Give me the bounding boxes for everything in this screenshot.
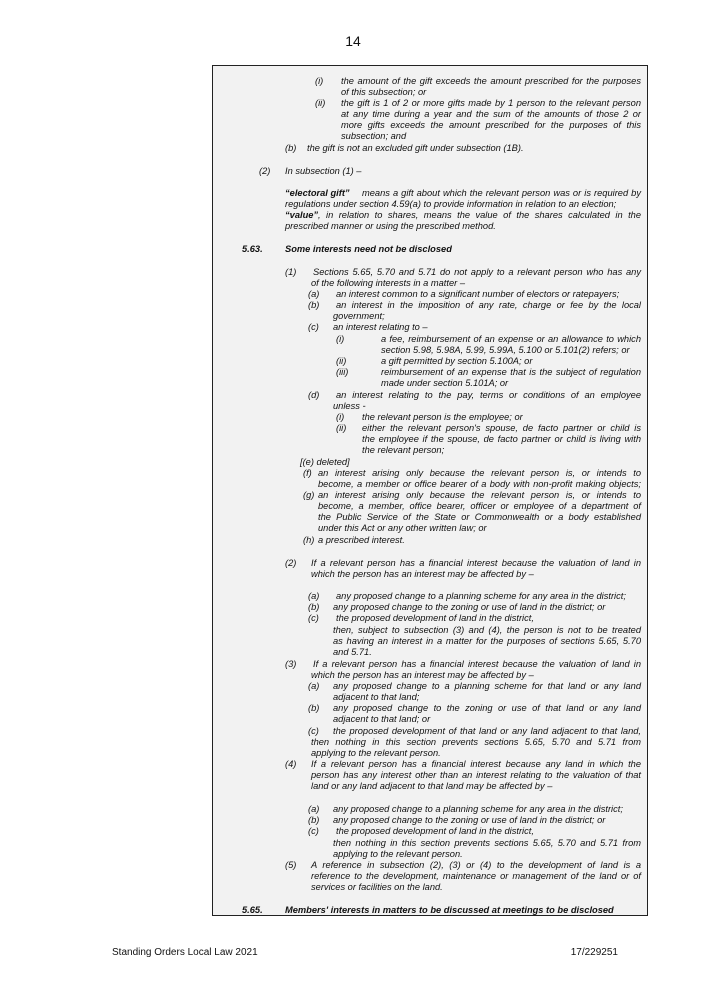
text-line: then nothing in this section prevents sections 5.65, 5.70 and 5.71 from xyxy=(333,838,641,848)
text-line: an interest relating to – xyxy=(333,322,428,332)
item-label: (c) xyxy=(308,826,319,836)
text-line: any proposed change to the zoning or use of that land or any land xyxy=(333,703,641,713)
text-line: person has any interest other than an interest relating to the valuation of that xyxy=(311,770,641,780)
text-line: applying to the relevant person. xyxy=(333,849,463,859)
item-label: (c) xyxy=(308,613,319,623)
text-line: the proposed development of that land or any land adjacent to that land, xyxy=(333,726,641,736)
text-line: adjacent to that land; or xyxy=(333,714,431,724)
text-line: subsection; and xyxy=(341,131,407,141)
text-line: applying to the relevant person. xyxy=(311,748,441,758)
text-line: reference to the development, maintenance or management of the land or of xyxy=(311,871,641,881)
text-line: made under section 5.101A; or xyxy=(381,378,509,388)
text-line: of this subsection; or xyxy=(341,87,427,97)
item-label: (a) xyxy=(308,289,320,299)
text-line: either the relevant person's spouse, de facto partner or child is xyxy=(362,423,641,433)
item-label: (i) xyxy=(315,76,324,86)
text-line: a prescribed interest. xyxy=(318,535,405,545)
item-label: (c) xyxy=(308,726,319,736)
section-heading: Members' interests in matters to be discussed at meetings to be disclosed xyxy=(285,905,614,915)
text-line: regulations under section 4.59(a) to provide information in relation to an election; xyxy=(285,199,617,209)
text-line: the amount of the gift exceeds the amount prescribed for the purposes xyxy=(341,76,641,86)
text-line: If a relevant person has a financial interest because any land in which the xyxy=(311,759,641,769)
text-line: any proposed change to the zoning or use of land in the district; or xyxy=(333,602,606,612)
text-line: , in relation to shares, means the value of the shares calculated in the xyxy=(318,210,641,220)
text-line: reimbursement of an expense that is the subject of regulation xyxy=(381,367,641,377)
item-label: (g) xyxy=(303,490,315,500)
item-label: (iii) xyxy=(336,367,349,377)
item-label: (b) xyxy=(308,602,320,612)
text-line: then, subject to subsection (3) and (4), the person is not to be treated xyxy=(333,625,641,635)
text-line: become, a member, office bearer, officer or employee of a department of xyxy=(318,501,641,511)
text-line: services or facilities on the land. xyxy=(311,882,443,892)
item-label: (a) xyxy=(308,681,320,691)
text-line: prescribed manner or using the prescribed method. xyxy=(285,221,496,231)
text-line: an interest arising only because the relevant person is, or intends to xyxy=(318,490,641,500)
text-line: adjacent to that land; xyxy=(333,692,420,702)
section-number: 5.63. xyxy=(242,244,263,254)
text-line: a fee, reimbursement of an expense or an allowance to which xyxy=(381,334,641,344)
text-line: the gift is not an excluded gift under subsection (1B). xyxy=(307,143,524,153)
text-line: any proposed change to a planning scheme for that land or any land xyxy=(333,681,641,691)
footer-document-title: Standing Orders Local Law 2021 xyxy=(112,947,258,958)
text-line: an interest in the imposition of any rate, charge or fee by the local xyxy=(336,300,641,310)
text-line: any proposed change to a planning scheme for any area in the district; xyxy=(336,591,626,601)
text-line: the gift is 1 of 2 or more gifts made by 1 person to the relevant person xyxy=(341,98,641,108)
text-line: which the person has an interest may be affected by – xyxy=(311,569,534,579)
text-line: the employee if the spouse, de facto partner or child is living with xyxy=(362,434,641,444)
item-label: (b) xyxy=(285,143,297,153)
text-line: section 5.98, 5.98A, 5.99, 5.99A, 5.100 or 5.101(2) refers; or xyxy=(381,345,630,355)
text-line: more gifts exceeds the amount prescribed for the purposes of this xyxy=(341,120,641,130)
text-line: as having an interest in a matter for the purposes of sections 5.65, 5.70 xyxy=(333,636,641,646)
text-line: a gift permitted by section 5.100A; or xyxy=(381,356,533,366)
subsection-label: (2) xyxy=(259,166,271,176)
text-line: an interest relating to the pay, terms or conditions of an employee xyxy=(336,390,641,400)
text-line: at any time during a year and the sum of the amounts of those 2 or xyxy=(341,109,641,119)
text-line: the proposed development of land in the district, xyxy=(336,826,534,836)
item-label: (ii) xyxy=(336,423,347,433)
item-label: (h) xyxy=(303,535,315,545)
text-line: the Public Service of the State or Commonwealth or a body established xyxy=(318,512,641,522)
text-line: A reference in subsection (2), (3) or (4) to the development of land is a xyxy=(311,860,641,870)
text-line: any proposed change to the zoning or use of land in the district; or xyxy=(333,815,606,825)
text-line: Sections 5.65, 5.70 and 5.71 do not apply to a relevant person who has any xyxy=(313,267,641,277)
text-line: the relevant person; xyxy=(362,445,445,455)
text-line: If a relevant person has a financial interest because the valuation of land in xyxy=(311,558,641,568)
item-label: (b) xyxy=(308,300,320,310)
text-line: which the person has an interest may be affected by – xyxy=(311,670,534,680)
defined-term: “value” xyxy=(285,210,319,220)
item-label: (a) xyxy=(308,804,320,814)
deleted-item: [(e) deleted] xyxy=(300,457,350,467)
item-label: (d) xyxy=(308,390,320,400)
text-line: the relevant person is the employee; or xyxy=(362,412,523,422)
section-number: 5.65. xyxy=(242,905,263,915)
text-line: an interest common to a significant number of electors or ratepayers; xyxy=(336,289,620,299)
defined-term: “electoral gift” xyxy=(285,188,350,198)
subsection-label: (4) xyxy=(285,759,297,769)
text-line: of the following interests in a matter – xyxy=(311,278,465,288)
item-label: (b) xyxy=(308,703,320,713)
item-label: (ii) xyxy=(315,98,326,108)
text-line: under this Act or any other written law; or xyxy=(318,523,487,533)
footer-reference-number: 17/229251 xyxy=(570,947,618,958)
item-label: (b) xyxy=(308,815,320,825)
subsection-label: (1) xyxy=(285,267,297,277)
text-line: land or any land adjacent to that land may be affected by – xyxy=(311,781,553,791)
subsection-label: (2) xyxy=(285,558,297,568)
text-line: In subsection (1) – xyxy=(285,166,362,176)
text-line: government; xyxy=(333,311,385,321)
text-line: means a gift about which the relevant person was or is required by xyxy=(362,188,641,198)
text-line: become, a member or office bearer of a body with non-profit making objects; xyxy=(318,479,641,489)
item-label: (c) xyxy=(308,322,319,332)
item-label: (a) xyxy=(308,591,320,601)
subsection-label: (3) xyxy=(285,659,297,669)
text-line: the proposed development of land in the district, xyxy=(336,613,534,623)
item-label: (i) xyxy=(336,412,345,422)
item-label: (f) xyxy=(303,468,312,478)
text-line: any proposed change to a planning scheme for any area in the district; xyxy=(333,804,623,814)
text-line: unless - xyxy=(333,401,366,411)
subsection-label: (5) xyxy=(285,860,297,870)
item-label: (ii) xyxy=(336,356,347,366)
item-label: (i) xyxy=(336,334,345,344)
page-number: 14 xyxy=(345,33,361,49)
text-line: an interest arising only because the relevant person is, or intends to xyxy=(318,468,641,478)
text-line: If a relevant person has a financial interest because the valuation of land in xyxy=(313,659,641,669)
section-heading: Some interests need not be disclosed xyxy=(285,244,452,254)
text-line: and 5.71. xyxy=(333,647,372,657)
text-line: then nothing in this section prevents sections 5.65, 5.70 and 5.71 from xyxy=(311,737,641,747)
